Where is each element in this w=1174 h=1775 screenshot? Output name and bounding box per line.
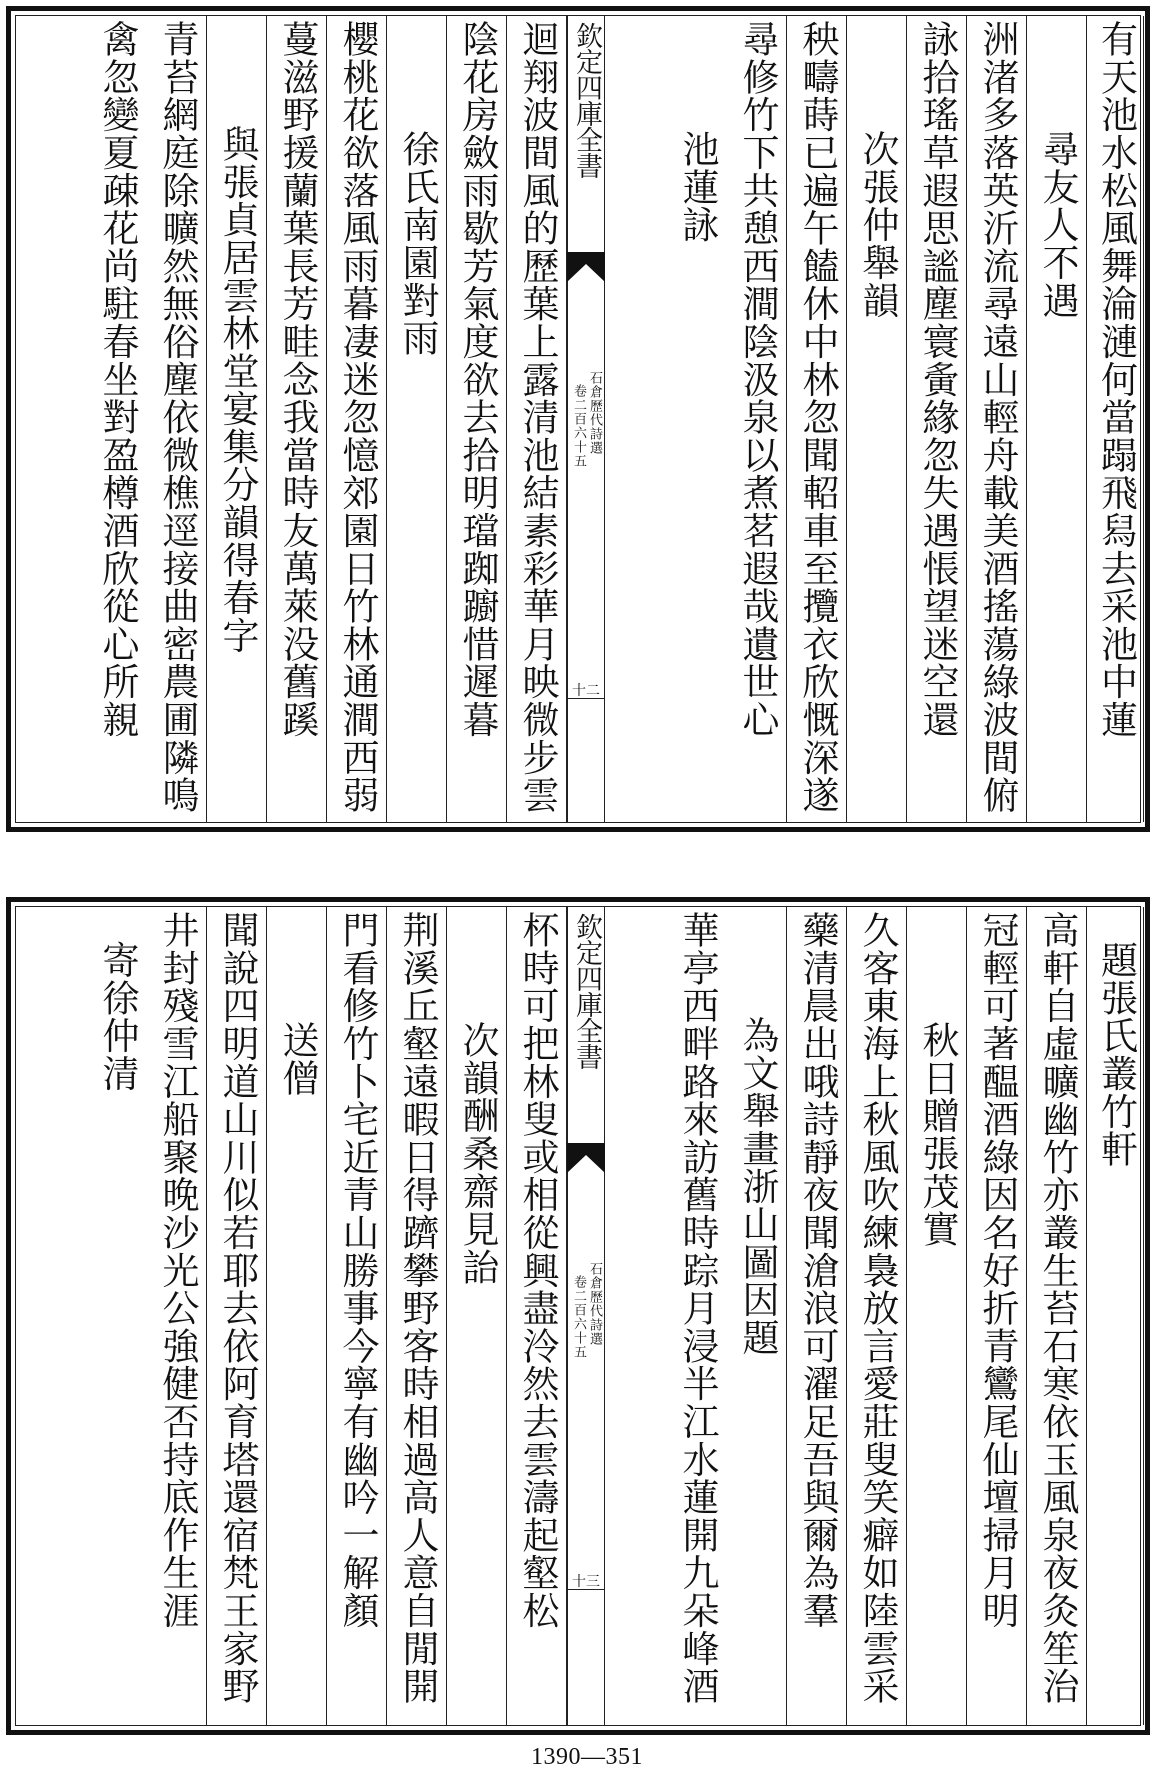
poem-line: 陰花房斂雨歇芳氣度欲去拾明璫踟躕惜遲暮 [456,20,499,739]
poem-line: 禽忽變夏疎花尚駐春坐對盈樽酒欣從心所親 [96,20,139,739]
poem-line: 門看修竹卜宅近青山勝事今寧有幽吟一解顏 [336,911,379,1630]
poem-title: 與張貞居雲林堂宴集分韻得春字 [216,125,259,655]
text-column [447,907,507,1725]
poem-title: 次韻酬桑齋見詒 [456,1021,499,1286]
poem-line: 有天池水松風舞淪漣何當蹋飛舄去采池中蓮 [1094,20,1138,739]
gutter-rule [567,1589,605,1590]
text-column [1087,16,1144,822]
text-column [787,907,847,1725]
text-column [727,907,787,1725]
poem-title: 徐氏南園對雨 [396,130,439,357]
text-column [787,16,847,822]
text-column [207,907,267,1725]
text-column [267,16,327,822]
poem-line: 聞說四明道山川似若耶去依阿育塔還宿梵王家野 [216,911,259,1705]
text-column [147,16,207,822]
page-frame [15,906,1141,1726]
poem-line: 藥清晨出哦詩靜夜聞滄浪可濯足吾與爾為羣 [796,911,839,1630]
text-column [907,16,967,822]
gutter-book-title: 石倉歷代詩選 [587,1262,602,1346]
page-reference: 1390—351 [531,1744,643,1770]
poem-line: 蔓滋野援蘭葉長芳畦念我當時友萬萊没舊蹊 [276,20,319,739]
page-frame [15,15,1141,823]
text-column [1087,907,1144,1725]
poem-line: 杯時可把林叟或相從興盡泠然去雲濤起壑松 [516,911,559,1630]
poem-title: 池蓮詠 [676,130,719,244]
text-column [907,907,967,1725]
gutter-leaf-number: 十三 [572,1574,600,1590]
poem-line: 華亭西畔路來訪舊時踪月浸半江水蓮開九朵峰酒 [676,911,719,1705]
text-column [327,907,387,1725]
poem-line: 秧疇蒔已遍午饁休中林忽聞軺車至攬衣欣慨深遂 [796,20,839,814]
text-column [847,16,907,822]
poem-line: 久客東海上秋風吹練裊放言愛莊叟笑癖如陸雲采 [856,911,899,1705]
text-column [327,16,387,822]
gutter-rule [567,698,605,699]
text-column [87,907,147,1725]
poem-line: 高軒自虛曠幽竹亦叢生苔石寒依玉風泉夜灸笙治 [1036,911,1079,1705]
text-column [507,907,567,1725]
text-column [87,16,147,822]
poem-title: 為文舉畫浙山圖因題 [736,1016,779,1357]
poem-title: 寄徐仲清 [96,941,139,1093]
text-column [387,16,447,822]
poem-line: 洲渚多落英沂流尋遠山輕舟載美酒搖蕩綠波間俯 [976,20,1019,814]
text-column [667,16,727,822]
text-column [1027,16,1087,822]
poem-title: 送僧 [276,1021,319,1097]
poem-line: 井封殘雪江船聚晚沙光公強健否持底作生涯 [156,911,199,1630]
poem-line: 尋修竹下共憩西澗陰汲泉以煮茗遐哉遺世心 [736,20,779,739]
text-column [727,16,787,822]
gutter-juan: 卷二百六十五 [571,384,586,468]
center-gutter [567,907,605,1725]
text-column [387,907,447,1725]
fishtail-icon [567,252,605,292]
text-column [447,16,507,822]
poem-line: 迴翔波間風的歷葉上露清池結素彩華月映微步雲 [516,20,559,814]
gutter-head: 欽定四庫全書 [571,913,602,1069]
gutter-head: 欽定四庫全書 [571,22,602,178]
poem-title: 尋友人不遇 [1036,130,1079,319]
poem-title: 次張仲舉韻 [856,130,899,319]
text-column [207,16,267,822]
poem-line: 冠輕可著醖酒綠因名好折青鸞尾仙壇掃月明 [976,911,1019,1630]
poem-line: 荆溪丘壑遠暇日得躋攀野客時相過高人意自閒開 [396,911,439,1705]
text-column [967,907,1027,1725]
poem-line: 櫻桃花欲落風雨暮凄迷忽憶郊園日竹林通澗西弱 [336,20,379,814]
gutter-leaf-number: 十二 [572,683,600,699]
text-column [667,907,727,1725]
text-column [507,16,567,822]
gutter-juan: 卷二百六十五 [571,1275,586,1359]
poem-line: 詠拾瑤草遐思謐塵寰夤緣忽失遇悵望迷空還 [916,20,959,739]
text-column [1027,907,1087,1725]
text-column [847,907,907,1725]
text-column [967,16,1027,822]
book-page-leaf-13 [6,897,1150,1735]
text-column [147,907,207,1725]
gutter-book-title: 石倉歷代詩選 [587,371,602,455]
poem-line: 青苔網庭除曠然無俗塵依微樵逕接曲密農圃隣鳴 [156,20,199,814]
poem-title: 秋日贈張茂實 [916,1021,959,1248]
book-page-leaf-12 [6,6,1150,832]
center-gutter [567,16,605,822]
fishtail-icon [567,1143,605,1183]
poem-title: 題張氏叢竹軒 [1094,941,1138,1168]
text-column [267,907,327,1725]
